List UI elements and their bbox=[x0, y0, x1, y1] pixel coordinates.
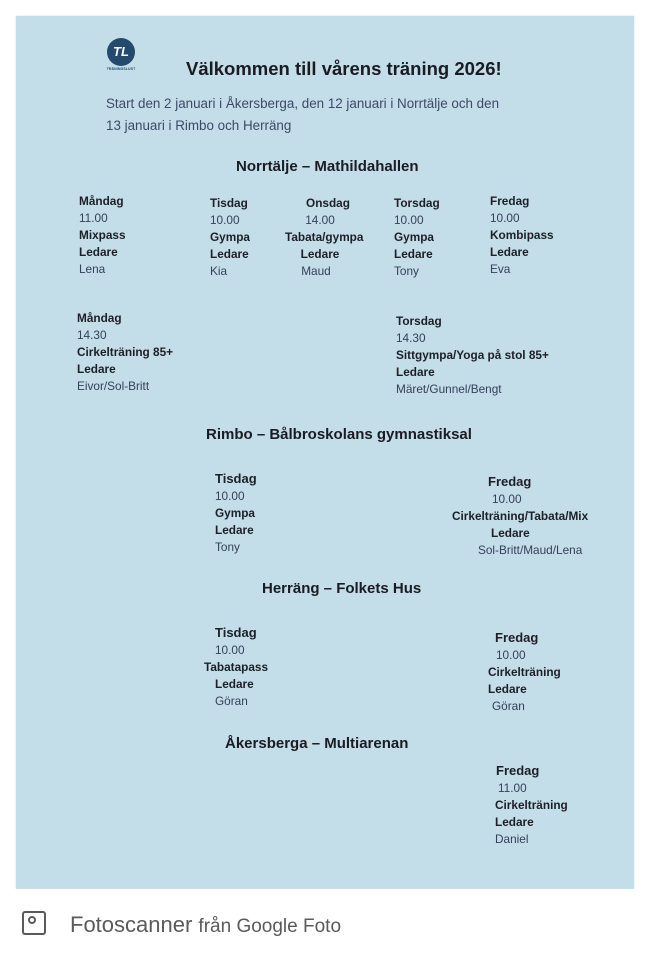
scanned-document bbox=[16, 16, 634, 889]
schedule-entry bbox=[79, 193, 126, 278]
entry-activity: Sittgympa/Yoga på stol 85+ bbox=[396, 348, 549, 362]
entry-leader: Märet/Gunnel/Bengt bbox=[396, 382, 502, 396]
entry-time: 10.00 bbox=[490, 211, 520, 225]
entry-day: Fredag bbox=[490, 194, 530, 208]
entry-time: 10.00 bbox=[215, 489, 245, 503]
entry-time: 11.00 bbox=[498, 781, 527, 795]
entry-day: Fredag bbox=[496, 763, 540, 778]
section-title-rimbo: Rimbo – Bålbroskolans gymnastiksal bbox=[206, 426, 472, 443]
schedule-entry bbox=[490, 193, 554, 278]
entry-leader: Tony bbox=[215, 540, 240, 554]
entry-time: 10.00 bbox=[210, 213, 240, 227]
entry-activity: Gympa bbox=[215, 506, 255, 520]
entry-leader: Eva bbox=[490, 262, 511, 276]
section-title-akersberga: Åkersberga – Multiarenan bbox=[225, 735, 409, 752]
entry-activity: Cirkelträning bbox=[488, 665, 561, 679]
entry-time: 10.00 bbox=[394, 213, 424, 227]
club-logo: TL bbox=[107, 38, 135, 66]
entry-activity: Cirkelträning 85+ bbox=[77, 345, 174, 359]
schedule-entry bbox=[285, 195, 371, 280]
entry-activity: Cirkelträning/Tabata/Mix bbox=[452, 509, 589, 523]
entry-leader-label: Ledare bbox=[495, 815, 534, 829]
footer-app-name: Fotoscanner bbox=[70, 912, 193, 937]
entry-time: 11.00 bbox=[79, 211, 108, 225]
entry-leader: Maud bbox=[301, 264, 331, 278]
entry-leader: Kia bbox=[210, 264, 228, 278]
entry-activity: Kombipass bbox=[490, 228, 554, 242]
entry-day: Onsdag bbox=[306, 196, 350, 210]
entry-leader-label: Ledare bbox=[215, 523, 254, 537]
entry-leader: Göran bbox=[215, 694, 248, 708]
entry-day: Tisdag bbox=[210, 196, 248, 210]
schedule-entry bbox=[204, 624, 268, 710]
intro-line: 13 januari i Rimbo och Herräng bbox=[106, 118, 292, 133]
schedule-entry bbox=[210, 195, 250, 280]
photoscan-icon bbox=[22, 911, 46, 935]
entry-day: Tisdag bbox=[215, 625, 257, 640]
entry-time: 14.30 bbox=[77, 328, 107, 342]
entry-activity: Cirkelträning bbox=[495, 798, 568, 812]
entry-leader: Eivor/Sol-Britt bbox=[77, 379, 150, 393]
entry-day: Måndag bbox=[79, 194, 124, 208]
entry-day: Tisdag bbox=[215, 471, 257, 486]
entry-activity: Gympa bbox=[210, 230, 250, 244]
entry-time: 10.00 bbox=[496, 648, 526, 662]
entry-leader: Göran bbox=[492, 699, 525, 713]
entry-time: 10.00 bbox=[215, 643, 245, 657]
club-logo-caption: TRÄNINGSLUST bbox=[106, 67, 136, 71]
entry-leader-label: Ledare bbox=[215, 677, 254, 691]
entry-activity: Gympa bbox=[394, 230, 434, 244]
intro-line: Start den 2 januari i Åkersberga, den 12 januari i Norrtälje och den bbox=[106, 96, 500, 111]
schedule-entry bbox=[495, 762, 568, 848]
entry-day: Måndag bbox=[77, 311, 122, 325]
entry-activity: Tabata/gympa bbox=[285, 230, 364, 244]
entry-leader: Daniel bbox=[495, 832, 529, 846]
footer-credit bbox=[70, 912, 341, 938]
section-title-norrtalje: Norrtälje – Mathildahallen bbox=[236, 158, 419, 175]
entry-time: 14.00 bbox=[305, 213, 335, 227]
section-title-herrang: Herräng – Folkets Hus bbox=[262, 580, 422, 597]
entry-leader-label: Ledare bbox=[77, 362, 116, 376]
entry-time: 14.30 bbox=[396, 331, 426, 345]
footer-source: från Google Foto bbox=[198, 916, 342, 937]
entry-leader-label: Ledare bbox=[491, 526, 530, 540]
schedule-entry bbox=[394, 195, 440, 280]
schedule-entry bbox=[396, 313, 549, 398]
entry-leader-label: Ledare bbox=[300, 247, 340, 261]
document-intro bbox=[106, 93, 576, 137]
entry-leader-label: Ledare bbox=[396, 365, 435, 379]
entry-leader: Lena bbox=[79, 262, 106, 276]
entry-leader-label: Ledare bbox=[488, 682, 527, 696]
entry-leader-label: Ledare bbox=[490, 245, 529, 259]
schedule-entry bbox=[215, 470, 257, 556]
entry-time: 10.00 bbox=[492, 492, 522, 506]
entry-leader: Tony bbox=[394, 264, 419, 278]
schedule-entry bbox=[77, 310, 173, 395]
entry-leader-label: Ledare bbox=[210, 247, 249, 261]
entry-activity: Tabatapass bbox=[204, 660, 269, 674]
entry-leader-label: Ledare bbox=[79, 245, 118, 259]
entry-day: Fredag bbox=[488, 474, 532, 489]
entry-activity: Mixpass bbox=[79, 228, 126, 242]
entry-leader: Sol-Britt/Maud/Lena bbox=[478, 543, 583, 557]
schedule-entry bbox=[452, 473, 602, 559]
schedule-entry bbox=[488, 629, 561, 715]
document-title: Välkommen till vårens träning 2026! bbox=[186, 58, 502, 79]
entry-day: Torsdag bbox=[394, 196, 440, 210]
entry-day: Fredag bbox=[495, 630, 539, 645]
entry-leader-label: Ledare bbox=[394, 247, 433, 261]
entry-day: Torsdag bbox=[396, 314, 442, 328]
